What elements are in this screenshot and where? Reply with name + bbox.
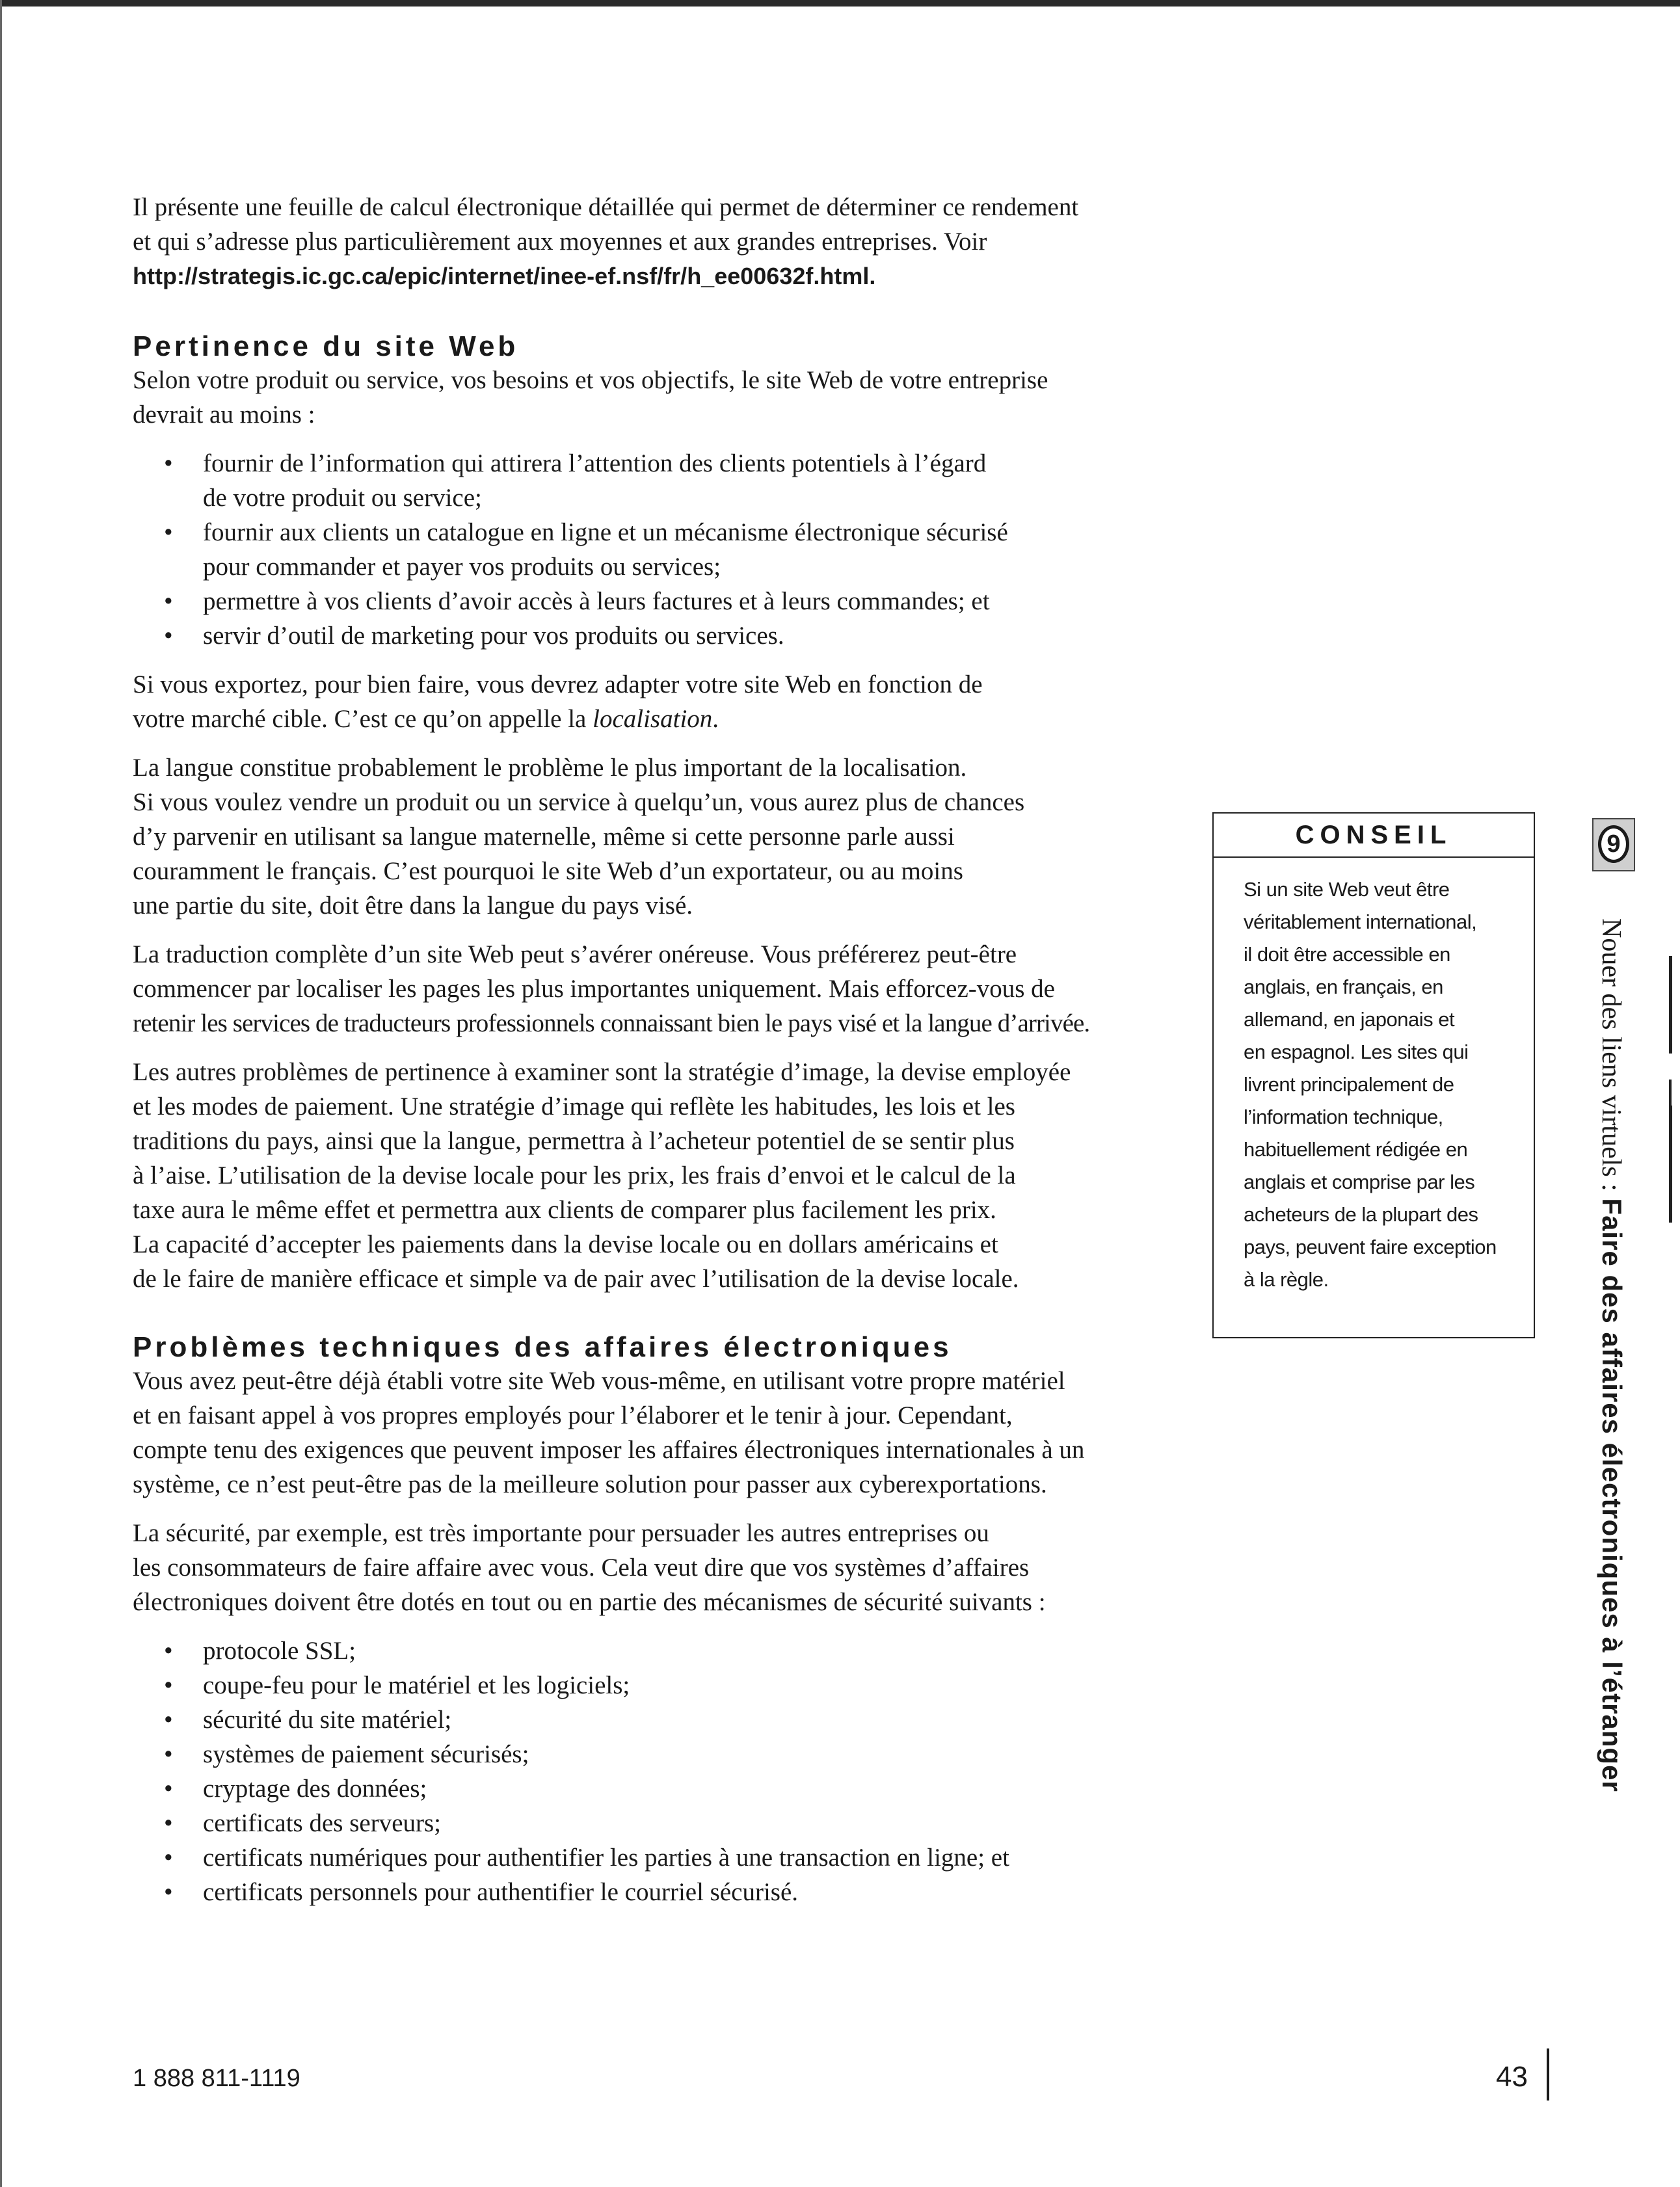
text-line: électroniques doivent être dotés en tout ou en partie des mécanismes de sécurité suivants : <box>133 1588 1046 1616</box>
list-item: • systèmes de paiement sécurisés; <box>164 1737 1147 1771</box>
chapter-title-bold: Faire des affaires électroniques à l’étranger <box>1597 1198 1627 1792</box>
tip-line: anglais, en français, en <box>1244 975 1443 998</box>
tip-line: à la règle. <box>1244 1268 1329 1291</box>
section-heading-pertinence: Pertinence du site Web <box>133 330 519 362</box>
security-mechanisms-list <box>133 1634 1147 1909</box>
traduction-paragraph <box>133 937 1147 1040</box>
text-line <box>133 702 1147 736</box>
page-number: 43 <box>1496 2061 1528 2093</box>
langue-paragraph <box>133 750 1147 923</box>
text-line: traditions du pays, ainsi que la langue, permettra à l’acheteur potentiel de se sentir plus <box>133 1127 1015 1155</box>
text-line: à l’aise. L’utilisation de la devise locale pour les prix, les frais d’envoi et le calcul de la <box>133 1161 1016 1189</box>
tip-title: CONSEIL <box>1214 814 1534 858</box>
pertinence-intro <box>133 363 1147 432</box>
list-item <box>164 446 1147 515</box>
list-item-line: pour commander et payer vos produits ou services; <box>203 553 721 581</box>
list-item: • protocole SSL; <box>164 1634 1147 1668</box>
left-page-edge <box>0 0 2 2187</box>
list-item: • certificats personnels pour authentifier le courriel sécurisé. <box>164 1875 1147 1909</box>
text-line: Les autres problèmes de pertinence à examiner sont la stratégie d’image, la devise employée <box>133 1058 1071 1086</box>
tip-line: anglais et comprise par les <box>1244 1171 1475 1193</box>
list-item: • coupe-feu pour le matériel et les logiciels; <box>164 1668 1147 1703</box>
text-line: et les modes de paiement. Une stratégie d’image qui reflète les habitudes, les lois et les <box>133 1093 1015 1120</box>
tip-line: Si un site Web veut être <box>1244 878 1450 901</box>
list-item <box>164 584 1147 618</box>
tip-line: en espagnol. Les sites qui <box>1244 1040 1469 1063</box>
text-line: Si vous exportez, pour bien faire, vous devrez adapter votre site Web en fonction de <box>133 670 983 698</box>
list-item: • certificats numériques pour authentifier les parties à une transaction en ligne; et <box>164 1840 1147 1875</box>
list-item-line: • fournir aux clients un catalogue en ligne et un mécanisme électronique sécurisé <box>203 518 1008 546</box>
text-line: Il présente une feuille de calcul électronique détaillée qui permet de déterminer ce rendement <box>133 193 1079 221</box>
text-line: les consommateurs de faire affaire avec vous. Cela veut dire que vos systèmes d’affaires <box>133 1554 1030 1582</box>
text-line: Vous avez peut-être déjà établi votre site Web vous-même, en utilisant votre propre matériel <box>133 1367 1065 1395</box>
strategis-url: http://strategis.ic.gc.ca/epic/internet/inee-ef.nsf/fr/h_ee00632f.html. <box>133 263 876 289</box>
page-number-rule <box>1547 2048 1549 2101</box>
tip-line: livrent principalement de <box>1244 1073 1454 1096</box>
text-line: La langue constitue probablement le problème le plus important de la localisation. <box>133 754 967 782</box>
list-item-line: • servir d’outil de marketing pour vos produits ou services. <box>203 622 784 650</box>
text-line: de le faire de manière efficace et simple va de pair avec l’utilisation de la devise locale. <box>133 1265 1019 1293</box>
technique-paragraph-1 <box>133 1364 1147 1502</box>
text-line: La sécurité, par exemple, est très importante pour persuader les autres entreprises ou <box>133 1519 989 1547</box>
text-line: devrait au moins : <box>133 401 315 429</box>
list-item-line: • permettre à vos clients d’avoir accès à leurs factures et à leurs commandes; et <box>203 587 990 615</box>
text-line: système, ce n’est peut-être pas de la meilleure solution pour passer aux cyberexportations. <box>133 1470 1047 1498</box>
text-line: retenir les services de traducteurs professionnels connaissant bien le pays visé et la langue d’arrivée. <box>133 1009 1090 1037</box>
chapter-number: 9 <box>1598 825 1629 863</box>
text-line: compte tenu des exigences que peuvent imposer les affaires électroniques internationales à un <box>133 1436 1085 1464</box>
text-line: commencer par localiser les pages les plus importantes uniquement. Mais efforcez-vous de <box>133 975 1055 1003</box>
thumb-index-mark <box>1669 956 1672 1054</box>
tip-line: allemand, en japonais et <box>1244 1008 1455 1031</box>
text-segment: . <box>712 705 719 733</box>
running-chapter-title <box>1591 918 1633 1829</box>
text-segment: votre marché cible. C’est ce qu’on appelle la <box>133 705 593 733</box>
tip-line: pays, peuvent faire exception <box>1244 1236 1497 1258</box>
tip-line: acheteurs de la plupart des <box>1244 1203 1478 1226</box>
list-item <box>164 618 1147 653</box>
technique-paragraph-2 <box>133 1516 1147 1619</box>
text-line: Selon votre produit ou service, vos besoins et vos objectifs, le site Web de votre entreprise <box>133 366 1048 394</box>
footer-phone-number: 1 888 811-1119 <box>133 2065 300 2092</box>
localisation-term: localisation <box>593 705 713 733</box>
text-line: une partie du site, doit être dans la langue du pays visé. <box>133 892 693 920</box>
list-item: • cryptage des données; <box>164 1771 1147 1806</box>
site-goals-list <box>133 446 1147 653</box>
text-line: et en faisant appel à vos propres employés pour l’élaborer et le tenir à jour. Cependant, <box>133 1401 1013 1429</box>
list-item-line: • fournir de l’information qui attirera l’attention des clients potentiels à l’égard <box>203 449 987 477</box>
text-line: La traduction complète d’un site Web peut s’avérer onéreuse. Vous préférerez peut-être <box>133 940 1017 968</box>
list-item-line: de votre produit ou service; <box>203 484 482 512</box>
chapter-tab <box>1592 818 1635 871</box>
text-line: et qui s’adresse plus particulièrement aux moyennes et aux grandes entreprises. Voir <box>133 228 987 256</box>
list-item: • certificats des serveurs; <box>164 1806 1147 1840</box>
list-item: • sécurité du site matériel; <box>164 1703 1147 1737</box>
thumb-index-mark <box>1669 1106 1672 1223</box>
autres-problemes-paragraph <box>133 1055 1147 1296</box>
tip-line: il doit être accessible en <box>1244 943 1450 966</box>
text-line: Si vous voulez vendre un produit ou un service à quelqu’un, vous aurez plus de chances <box>133 788 1025 816</box>
top-rule <box>0 0 1680 7</box>
list-item <box>164 515 1147 584</box>
text-line: La capacité d’accepter les paiements dans la devise locale ou en dollars américains et <box>133 1230 998 1258</box>
tip-box <box>1212 812 1535 1338</box>
section-heading-problemes-techniques: Problèmes techniques des affaires électroniques <box>133 1331 952 1363</box>
tip-line: véritablement international, <box>1244 910 1477 933</box>
chapter-title-light: Nouer des liens virtuels : <box>1596 918 1626 1199</box>
main-column <box>133 190 1147 1909</box>
export-paragraph <box>133 667 1147 736</box>
tip-line: l’information technique, <box>1244 1106 1443 1128</box>
tip-body <box>1214 858 1534 1296</box>
text-line: d’y parvenir en utilisant sa langue maternelle, même si cette personne parle aussi <box>133 823 955 851</box>
text-line: couramment le français. C’est pourquoi le site Web d’un exportateur, ou au moins <box>133 857 963 885</box>
text-line: taxe aura le même effet et permettra aux clients de comparer plus facilement les prix. <box>133 1196 996 1224</box>
tip-line: habituellement rédigée en <box>1244 1138 1468 1161</box>
intro-paragraph <box>133 190 1147 293</box>
